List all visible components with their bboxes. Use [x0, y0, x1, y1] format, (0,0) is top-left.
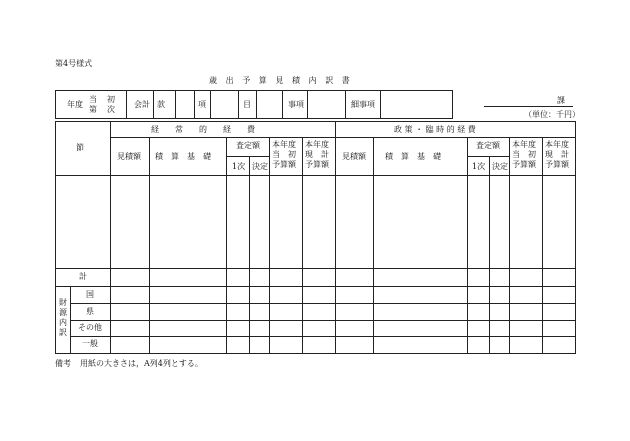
table-right-border: [575, 121, 576, 354]
header-divider: [282, 90, 283, 119]
zaigen-char-3: 内: [59, 318, 67, 327]
zaigen-row-line: [70, 303, 575, 304]
note-text: 用紙の大きさは，A列4列とする。: [80, 359, 203, 368]
genkei-header-1a: 本年度: [305, 140, 329, 149]
setsu-header: 節: [76, 143, 84, 152]
satei-header-1: 査定額: [236, 141, 260, 150]
kei-row-bottom-line: [55, 286, 575, 287]
header-divider: [210, 90, 211, 119]
satei-header-2: 査定額: [476, 141, 500, 150]
header-right-border: [452, 90, 453, 119]
satei-split-line: [226, 156, 269, 157]
ji-label: 次: [107, 105, 115, 114]
moku-label: 目: [243, 100, 251, 109]
genkei-header-2b: 現 計: [545, 150, 569, 159]
kettei-header-1: 決定: [252, 162, 268, 171]
kaikei-label: 会計: [134, 100, 150, 109]
genkei-header-1c: 予算額: [305, 160, 329, 169]
ken-label: 県: [86, 307, 94, 316]
unit-label: （単位：千円）: [524, 110, 580, 119]
header-divider: [380, 90, 381, 119]
kuni-label: 国: [86, 290, 94, 299]
jikou-label: 事項: [288, 100, 304, 109]
zaigen-char-4: 訳: [59, 328, 67, 337]
tousho-header-1b: 当 初: [272, 150, 296, 159]
dai-label: 第: [89, 105, 97, 114]
tousho-header-2b: 当 初: [512, 150, 536, 159]
header-divider: [126, 90, 127, 119]
sonota-label: その他: [78, 323, 102, 332]
seisaku-header: 政 策 ・ 臨 時 的 経 費: [394, 125, 476, 134]
tou-label: 当: [89, 95, 97, 104]
form-number: 第4号様式: [55, 59, 93, 68]
genkei-header-2c: 予算額: [545, 160, 569, 169]
note-label: 備考: [55, 359, 71, 368]
sekisan-header-1: 積 算 基 礎: [155, 152, 211, 161]
col-divider: [249, 156, 250, 353]
genkei-header-2a: 本年度: [545, 140, 569, 149]
header-divider: [345, 90, 346, 119]
tousho-header-1a: 本年度: [272, 140, 296, 149]
tousho-header-1c: 予算額: [272, 160, 296, 169]
keijouteki-header: 経 常 的 経 費: [151, 125, 255, 134]
kan-label: 款: [157, 100, 165, 109]
sekisan-header-2: 積 算 基 礎: [385, 152, 441, 161]
header-row-bottom-line: [55, 175, 575, 176]
kettei-header-2: 決定: [492, 162, 508, 171]
zaigen-char-2: 源: [59, 308, 67, 317]
ichiji-header-1: 1次: [232, 162, 246, 171]
zaigen-row-line: [70, 336, 575, 337]
ichiji-header-2: 1次: [472, 162, 486, 171]
mitsumori-header-1: 見積額: [117, 152, 141, 161]
header-divider: [194, 90, 195, 119]
document-title: 歳 出 予 算 見 積 内 訳 書: [209, 76, 351, 85]
mitsumori-header-2: 見積額: [342, 152, 366, 161]
zaigen-char-1: 財: [59, 298, 67, 307]
group-header-line: [110, 137, 575, 138]
table-bottom-line: [55, 353, 575, 354]
header-divider: [256, 90, 257, 119]
col-divider: [489, 156, 490, 353]
ippan-label: 一般: [82, 339, 98, 348]
kei-row-top-line: [55, 268, 575, 269]
ka-underline: [484, 106, 573, 107]
header-divider: [307, 90, 308, 119]
nendo-label: 年度: [67, 100, 83, 109]
saijikou-label: 細事項: [351, 100, 375, 109]
table-left-border: [55, 121, 56, 354]
header-divider: [175, 90, 176, 119]
header-divider: [238, 90, 239, 119]
header-bottom-line: [55, 118, 452, 119]
header-top-line: [55, 90, 452, 91]
ka-label: 課: [557, 96, 565, 105]
genkei-header-1b: 現 計: [305, 150, 329, 159]
table-top-line: [55, 121, 575, 122]
kei-label: 計: [79, 272, 87, 281]
header-left-border: [55, 90, 56, 119]
satei-split-line: [467, 156, 509, 157]
kou-label: 項: [198, 100, 206, 109]
zaigen-col-divider: [70, 286, 71, 353]
sho-label: 初: [107, 95, 115, 104]
tousho-header-2a: 本年度: [512, 140, 536, 149]
tousho-header-2c: 予算額: [512, 160, 536, 169]
zaigen-row-line: [70, 320, 575, 321]
header-divider: [153, 90, 154, 119]
